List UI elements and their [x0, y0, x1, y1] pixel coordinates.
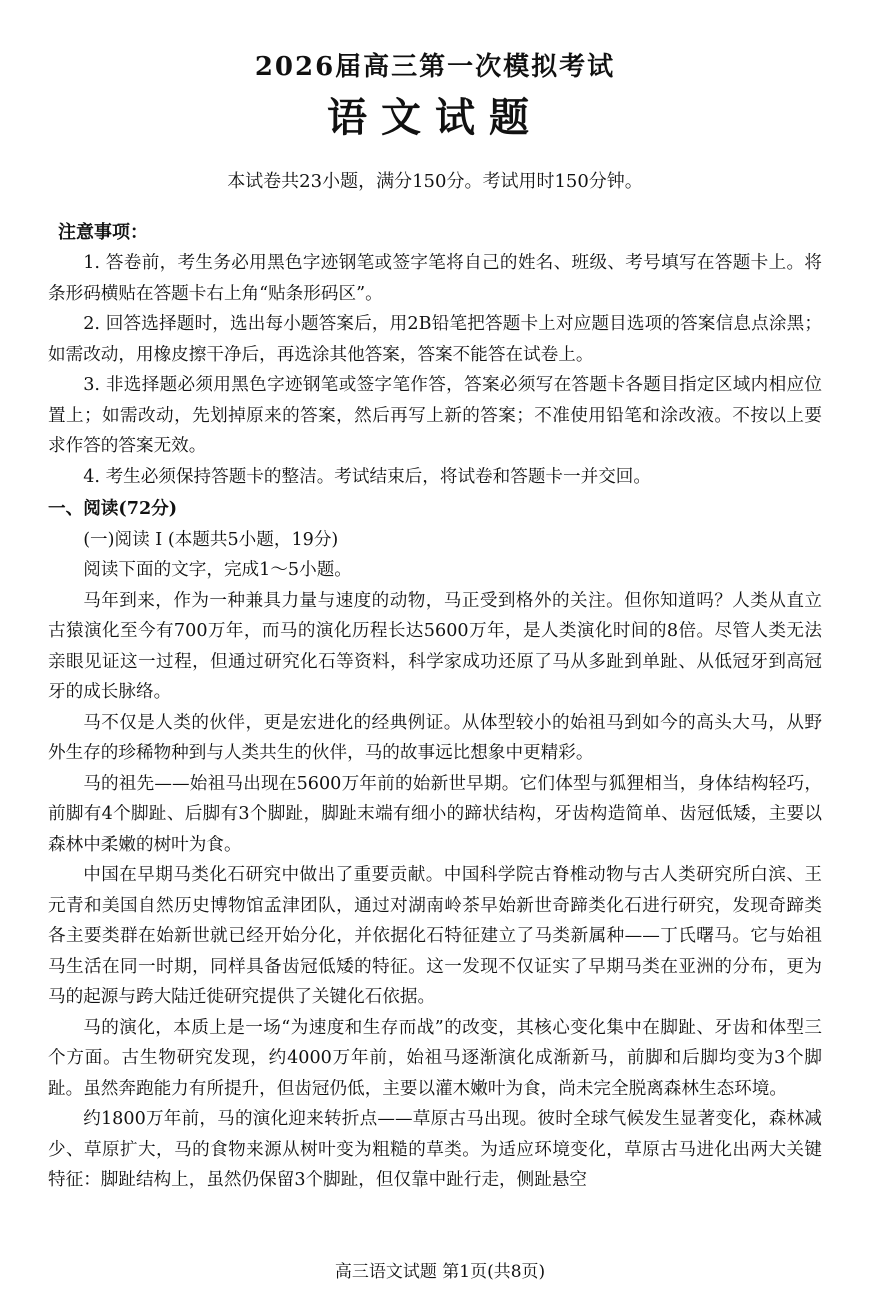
- notice-list: [48, 248, 822, 492]
- page-footer: 高三语文试题 第1页(共8页): [334, 1262, 546, 1282]
- notice-item: 2. 回答选择题时，选出每小题答案后，用2B铅笔把答题卡上对应题目选项的答案信息点涂黑；如需改动，用橡皮擦干净后，再选涂其他答案，答案不能答在试卷上。: [48, 314, 822, 365]
- notice-item: 1. 答卷前，考生务必用黑色字迹钢笔或签字笔将自己的姓名、班级、考号填写在答题卡上。将条形码横贴在答题卡右上角“贴条形码区”。: [48, 253, 822, 304]
- subject-title: 语文试题: [327, 94, 543, 141]
- passage-paragraph: 马不仅是人类的伙伴，更是宏进化的经典例证。从体型较小的始祖马到如今的高头大马，从野外生存的珍稀物种到与人类共生的伙伴，马的故事远比想象中更精彩。: [48, 712, 822, 763]
- passage-paragraph: 马年到来，作为一种兼具力量与速度的动物，马正受到格外的关注。但你知道吗？人类从直立古猿演化至今有700万年，而马的演化历程长达5600万年，是人类演化时间的8倍。尽管人类无法亲眼见证这一过程，但通过研究化石等资料，科学家成功还原了马从多趾到单趾、从低冠牙到高冠牙的成长脉络。: [48, 590, 822, 702]
- passage-paragraph: 约1800万年前，马的演化迎来转折点——草原古马出现。彼时全球气候发生显著变化，森林减少、草原扩大，马的食物来源从树叶变为粗糙的草类。为适应环境变化，草原古马进化出两大关键特征：脚趾结构上，虽然仍保留3个脚趾，但仅靠中趾行走，侧趾悬空: [48, 1109, 822, 1190]
- reading-subheading: (一)阅读 I (本题共5小题，19分): [83, 529, 339, 550]
- notice-item: 4. 考生必须保持答题卡的整洁。考试结束后，将试卷和答题卡一并交回。: [83, 466, 651, 487]
- exam-title: 2026届高三第一次模拟考试: [254, 52, 616, 82]
- reading-passage: [48, 586, 822, 1196]
- exam-info: 本试卷共23小题，满分150分。考试用时150分钟。: [227, 171, 643, 192]
- notice-item: 3. 非选择题必须用黑色字迹钢笔或签字笔作答，答案必须写在答题卡各题目指定区域内相应位置上；如需改动，先划掉原来的答案，然后再写上新的答案；不准使用铅笔和涂改液。不按以上要求作答的答案无效。: [48, 375, 822, 456]
- reading-instruction: 阅读下面的文字，完成1～5小题。: [83, 560, 352, 580]
- passage-paragraph: 马的祖先——始祖马出现在5600万年前的始新世早期。它们体型与狐狸相当，身体结构轻巧，前脚有4个脚趾、后脚有3个脚趾，脚趾末端有细小的蹄状结构，牙齿构造简单、齿冠低矮，主要以森林中柔嫩的树叶为食。: [48, 773, 822, 855]
- notice-heading: 注意事项：: [58, 222, 148, 243]
- section-heading: 一、阅读(72分): [48, 498, 178, 519]
- passage-paragraph: 马的演化，本质上是一场“为速度和生存而战”的改变，其核心变化集中在脚趾、牙齿和体型三个方面。古生物研究发现，约4000万年前，始祖马逐渐演化成渐新马，前脚和后脚均变为3个脚趾。虽然奔跑能力有所提升，但齿冠仍低，主要以灌木嫩叶为食，尚未完全脱离森林生态环境。: [48, 1017, 822, 1099]
- passage-paragraph: 中国在早期马类化石研究中做出了重要贡献。中国科学院古脊椎动物与古人类研究所白滨、王元青和美国自然历史博物馆孟津团队，通过对湖南岭茶早始新世奇蹄类化石进行研究，发现奇蹄类各主要类群在始新世就已经开始分化，并依据化石特征建立了马类新属种——丁氏曙马。它与始祖马生活在同一时期，同样具备齿冠低矮的特征。这一发现不仅证实了早期马类在亚洲的分布，更为马的起源与跨大陆迁徙研究提供了关键化石依据。: [48, 865, 822, 1007]
